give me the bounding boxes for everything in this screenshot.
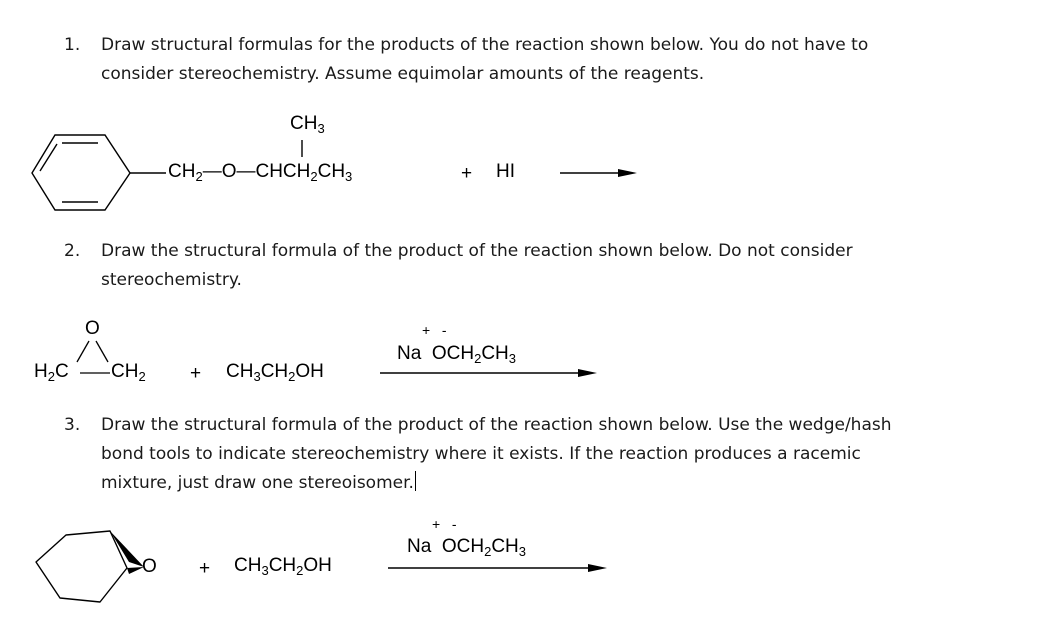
ethanol: $CH_3CH_2OH$ xyxy=(226,361,324,384)
ion-charges: + - xyxy=(432,516,457,532)
question-line: Draw the structural formula of the product of the reaction shown below. Use the wedge/hash xyxy=(101,415,892,435)
plus-sign: + xyxy=(190,363,202,384)
question-number: 2. xyxy=(64,241,81,261)
epoxide-oxygen: O xyxy=(85,318,100,339)
question-line: bond tools to indicate stereochemistry where it exists. If the reaction produces a racemic xyxy=(101,444,861,464)
ion-charges: + - xyxy=(422,322,447,338)
ether-chain: $CH_2—O—CHCH_2CH_3$ xyxy=(168,161,353,184)
question-number: 1. xyxy=(64,35,81,55)
question-line: Draw the structural formula of the product of the reaction shown below. Do not consider xyxy=(101,241,853,261)
reagent-hi: HI xyxy=(496,161,515,182)
methyl-group: $CH_3$ xyxy=(290,113,325,136)
sodium-ethoxide: Na $OCH_2CH_3$ xyxy=(407,536,526,559)
question-line: consider stereochemistry. Assume equimolar amounts of the reagents. xyxy=(101,64,705,84)
plus-sign: + xyxy=(461,163,473,184)
plus-sign: + xyxy=(199,558,211,579)
question-line: Draw structural formulas for the products of the reaction shown below. You do not have to xyxy=(101,35,869,55)
question-line: stereochemistry. xyxy=(101,270,242,290)
question-line: mixture, just draw one stereoisomer. xyxy=(101,473,414,493)
question-number: 3. xyxy=(64,415,81,435)
epoxide-oxygen: O xyxy=(142,556,157,577)
sodium-ethoxide: Na $OCH_2CH_3$ xyxy=(397,343,516,366)
epoxide-right-carbon: $CH_2$ xyxy=(111,361,146,384)
epoxide-left-carbon: $H_2C$ xyxy=(34,361,69,384)
ethanol: $CH_3CH_2OH$ xyxy=(234,555,332,578)
